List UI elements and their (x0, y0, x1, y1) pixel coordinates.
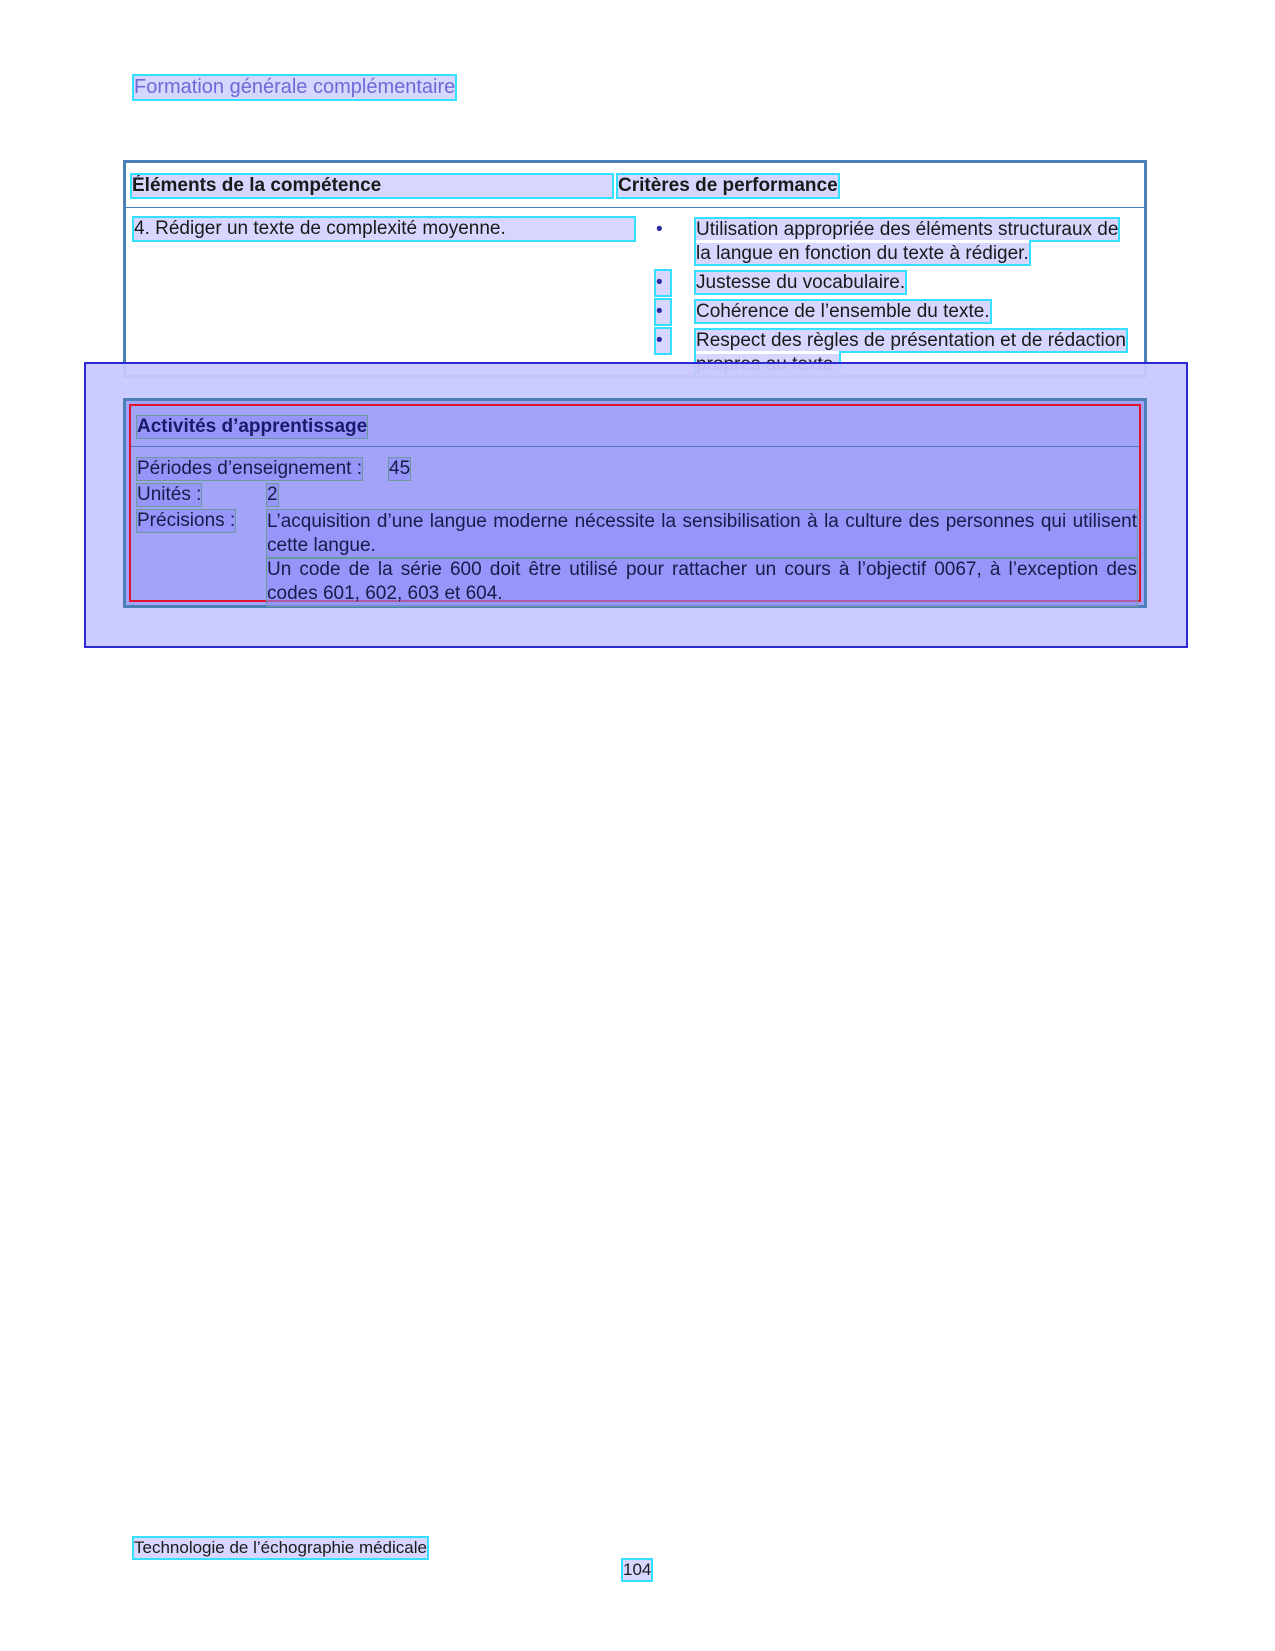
page-number: 104 (623, 1560, 652, 1579)
bullet-icon: • (656, 300, 670, 324)
activites-selection-border (129, 404, 1141, 602)
periodes-label: Périodes d’enseignement : (137, 458, 362, 479)
bullet-icon: • (656, 219, 663, 240)
competence-element: 4. Rédiger un texte de complexité moyenne. (134, 218, 634, 240)
criteres-list (654, 218, 1134, 382)
page-header-title: Formation générale complémentaire (134, 76, 456, 98)
periodes-value: 45 (389, 458, 411, 479)
competence-table (123, 160, 1147, 378)
unites-label: Unités : (137, 484, 202, 505)
critere-item: • Utilisation appropriée des éléments structuraux de la langue en fonction du texte à rédiger. (656, 219, 1119, 264)
precision-paragraph: Un code de la série 600 doit être utilisé pour rattacher un cours à l’objectif 0067, à l’exception des codes 601, 602, 603 et 604. (267, 559, 1137, 604)
activites-table (123, 398, 1147, 608)
footer-title: Technologie de l’échographie médicale (134, 1538, 427, 1557)
col-criteres-heading: Critères de performance (618, 175, 838, 196)
precisions-label: Précisions : (137, 510, 236, 531)
precision-paragraph: L’acquisition d’une langue moderne nécessite la sensibilisation à la culture des personnes qui utilisent cette langue. (267, 511, 1137, 556)
critere-item: • Cohérence de l’ensemble du texte. (656, 301, 990, 322)
unites-value: 2 (267, 484, 278, 505)
activites-title: Activités d’apprentissage (137, 416, 368, 437)
precisions-text (267, 510, 1137, 606)
competence-table-header (126, 163, 1144, 208)
col-elements-heading: Éléments de la compétence (132, 175, 612, 197)
critere-item: • Justesse du vocabulaire. (656, 272, 906, 293)
activites-header (131, 406, 1139, 447)
critere-item: • Respect des règles de présentation et de rédaction (654, 329, 1134, 377)
bullet-icon: • (656, 271, 670, 295)
bullet-icon: • (656, 329, 670, 353)
